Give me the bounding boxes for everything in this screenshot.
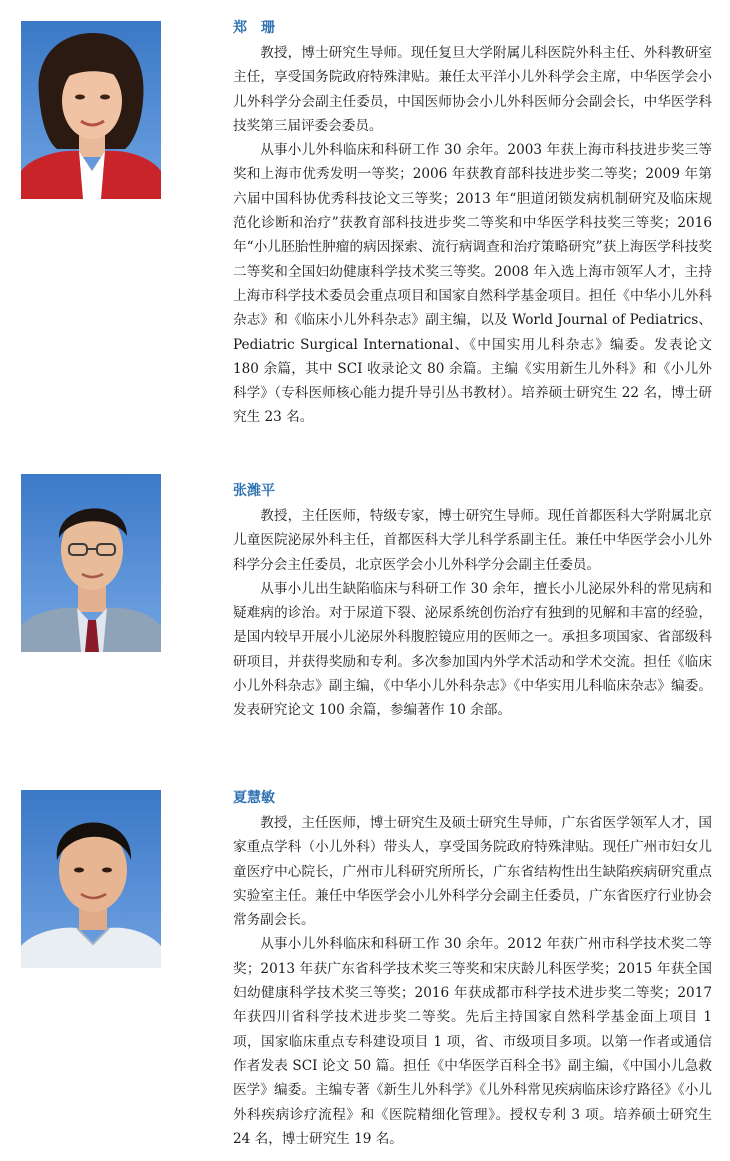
portrait-man-image [21, 790, 161, 968]
portrait-photo [21, 790, 161, 968]
bio-paragraph: 教授，主任医师，博士研究生及硕士研究生导师，广东省医学领军人才，国家重点学科（小儿外科）带头人，享受国务院政府特殊津贴。现任广州市妇女儿童医疗中心院长，广州市儿科研究所所长，广东省结构性出生缺陷疾病研究重点实验室主任。兼任中华医学会小儿外科学分会副主任委员，广东省医疗行业协会常务副会长。 [233, 815, 712, 929]
person-name: 夏慧敏 [233, 790, 275, 806]
portrait-woman-image [21, 21, 161, 199]
bio-paragraph: 从事小儿外科临床和科研工作 30 余年。2003 年获上海市科技进步奖三等奖和上海市优秀发明一等奖；2006 年获教育部科技进步奖二等奖；2009 年第六届中国科协优秀科技论文三等奖；2013 年“胆道闭锁发病机制研究及临床规范化诊断和治疗”获教育部科技进步奖二等奖和中华医学科技奖三等奖；2016 年“小儿胚胎性肿瘤的病因探索、流行病调查和治疗策略研究”获上海医学科技奖二等奖和全国妇幼健康科学技术奖三等奖。2008 年入选上海市领军人才，主持上海市科学技术委员会重点项目和国家自然科学基金项目。担任《中华小儿外科杂志》和《临床小儿外科杂志》副主编，以及 World Journal of Pediatrics、Pediatric Surgical International、《中国实用儿科杂志》编委。发表论文 180 余篇，其中 SCI 收录论文 80 余篇。主编《实用新生儿外科》和《小儿外科学》（专科医师核心能力提升导引丛书教材）。培养硕士研究生 22 名，博士研究生 23 名。 [233, 142, 712, 426]
portrait-man-glasses-image [21, 474, 161, 652]
bio-paragraph: 从事小儿外科临床和科研工作 30 余年。2012 年获广州市科学技术奖二等奖；2013 年获广东省科学技术奖三等奖和宋庆龄儿科医学奖；2015 年获全国妇幼健康科学技术奖三等奖；2016 年获成都市科学技术进步奖二等奖；2017 年获四川省科学技术进步奖二等奖。先后主持国家自然科学基金面上项目 1 项，国家临床重点专科建设项目 1 项，省、市级项目多项。以第一作者或通信作者发表 SCI 论文 50 篇。担任《中华医学百科全书》副主编，《中国小儿急救医学》编委。主编专著《新生儿外科学》《儿外科常见疾病临床诊疗路径》《小儿外科疾病诊疗流程》和《医院精细化管理》。授权专利 3 项。培养硕士研究生 24 名，博士研究生 19 名。 [233, 936, 712, 1147]
portrait-photo [21, 21, 161, 199]
person-name: 郑 珊 [233, 20, 275, 36]
person-name: 张潍平 [233, 483, 275, 499]
bio-paragraph: 教授，博士研究生导师。现任复旦大学附属儿科医院外科主任、外科教研室主任，享受国务院政府特殊津贴。兼任太平洋小儿外科学会主席，中华医学会小儿外科学分会副主任委员，中国医师协会小儿外科医师分会副会长，中华医学科技奖第三届评委会委员。 [233, 45, 712, 134]
bio-paragraph: 教授，主任医师，特级专家，博士研究生导师。现任首都医科大学附属北京儿童医院泌尿外科主任，首都医科大学儿科学系副主任。兼任中华医学会小儿外科学分会主任委员，北京医学会小儿外科学分会副主任委员。 [233, 508, 712, 573]
biography [233, 41, 712, 430]
portrait-photo [21, 474, 161, 652]
bio-paragraph: 从事小儿出生缺陷临床与科研工作 30 余年，擅长小儿泌尿外科的常见病和疑难病的诊治。对于尿道下裂、泌尿系统创伤治疗有独到的见解和丰富的经验，是国内较早开展小儿泌尿外科腹腔镜应用的医师之一。承担多项国家、省部级科研项目，并获得奖励和专利。多次参加国内外学术活动和学术交流。担任《临床小儿外科杂志》副主编，《中华小儿外科杂志》《中华实用儿科临床杂志》编委。发表研究论文 100 余篇，参编著作 10 余部。 [233, 580, 712, 719]
biography [233, 504, 712, 723]
biography [233, 811, 712, 1151]
